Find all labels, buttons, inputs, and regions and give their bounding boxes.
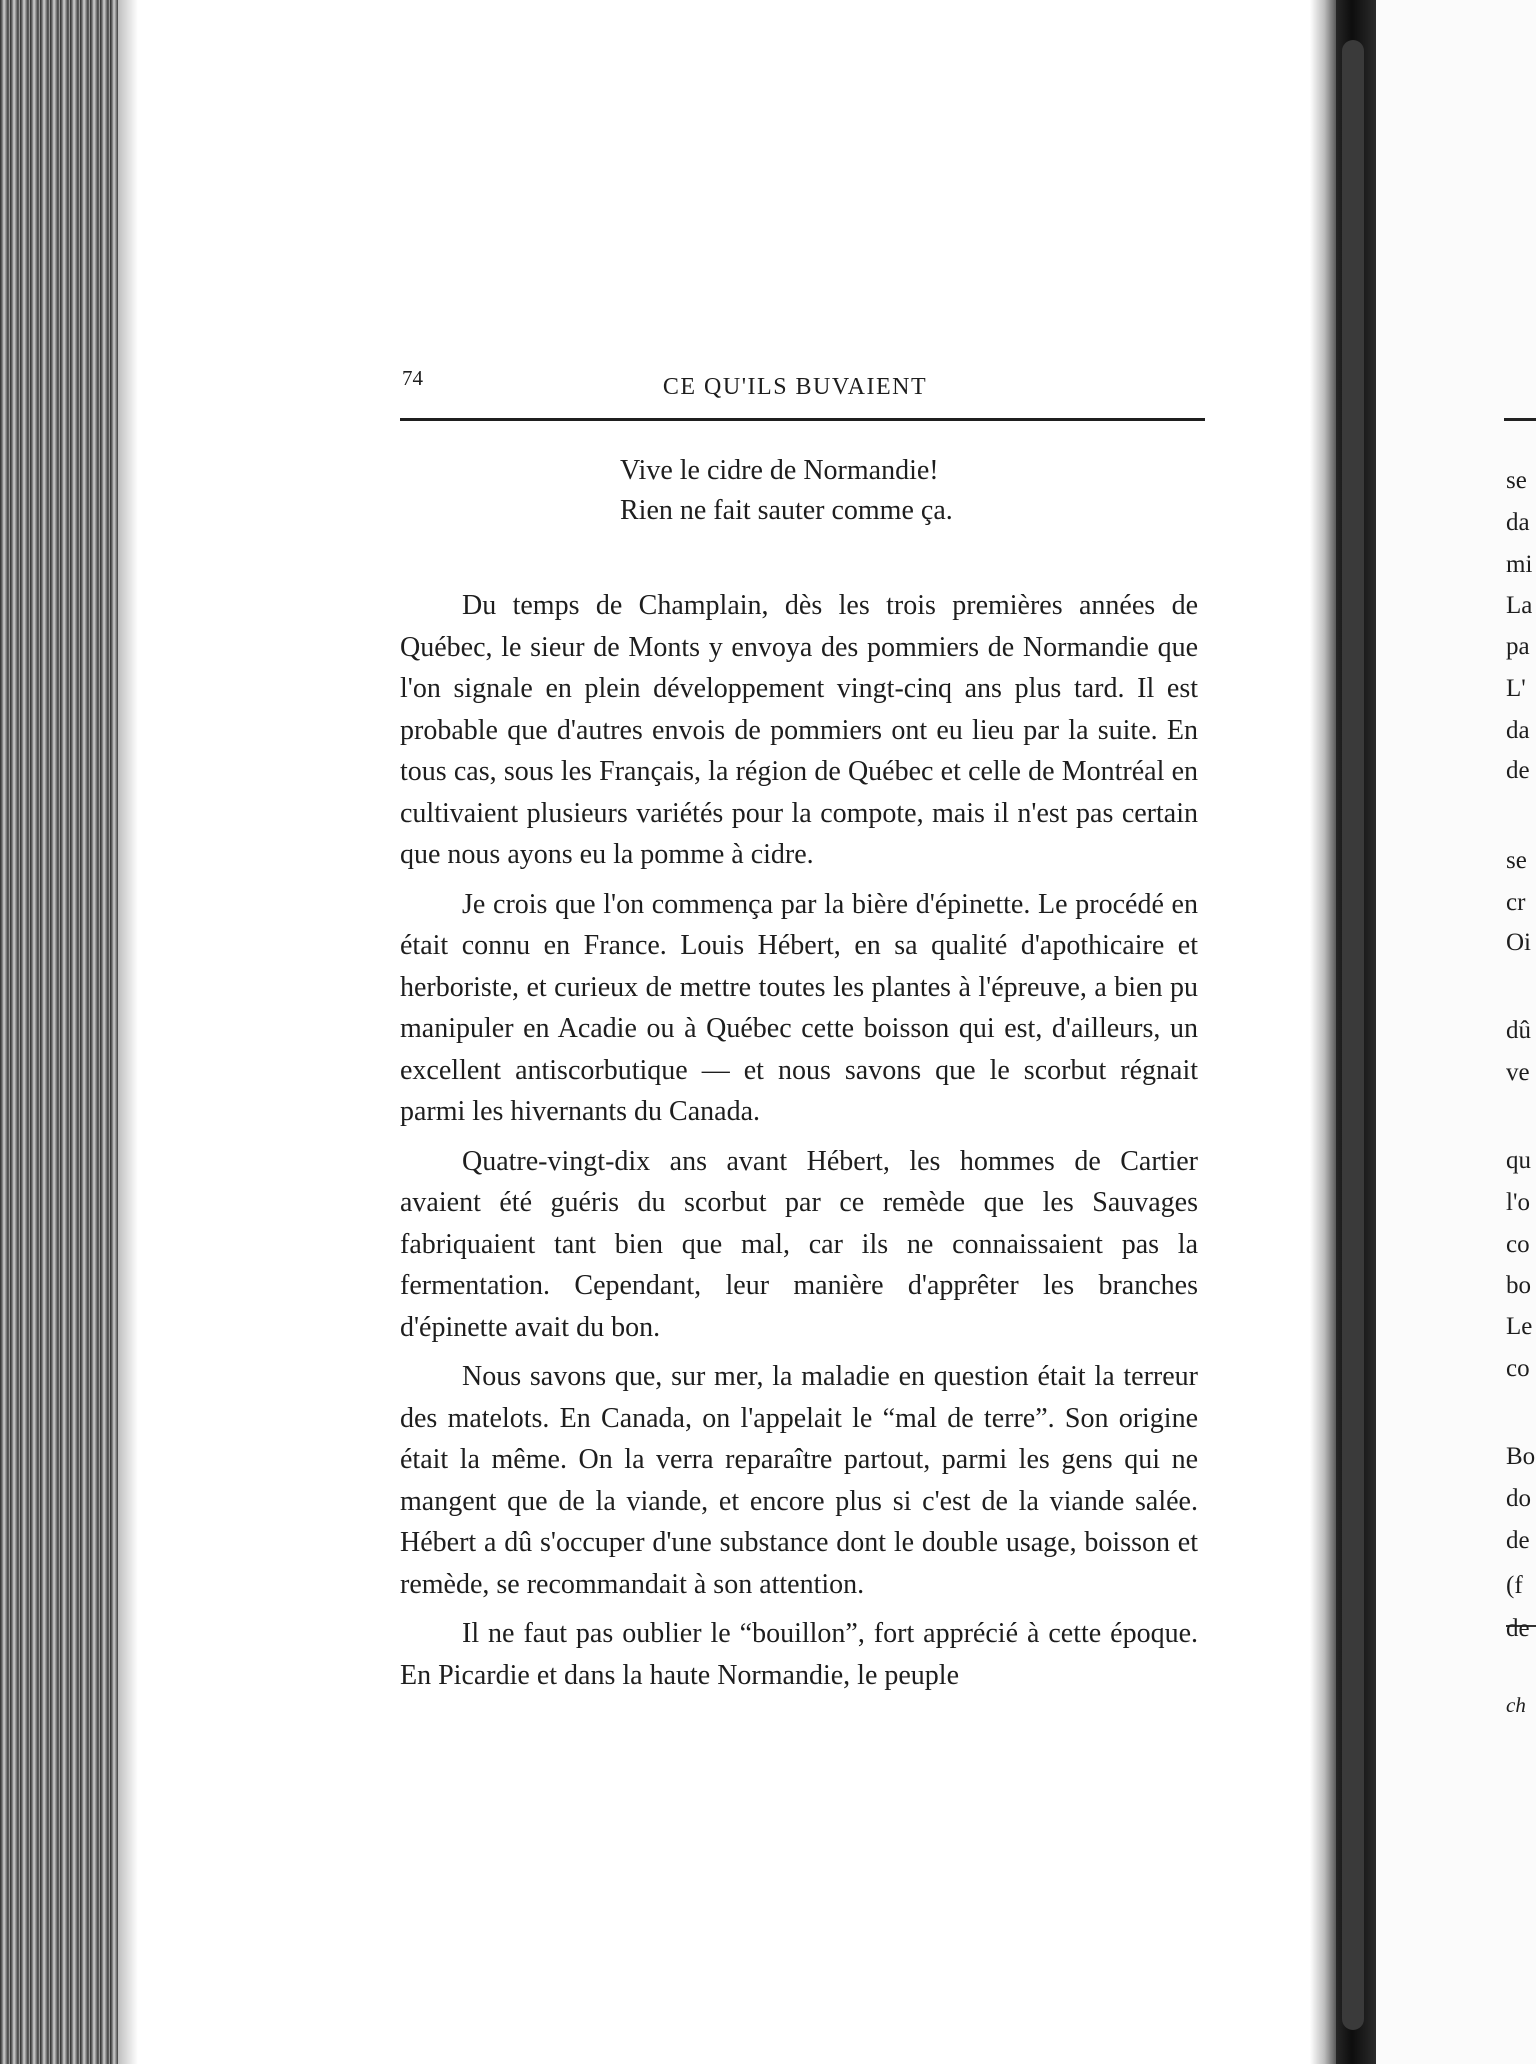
facing-page-fragment: cr [1506,889,1526,916]
paragraph: Il ne faut pas oublier le “bouillon”, fort apprécié à cette époque. En Picardie et dans la haute Normandie, le peuple [400,1618,1198,1691]
facing-page-fragment: ve [1506,1059,1530,1086]
facing-page-fragment: bo [1506,1272,1531,1299]
paragraph: Nous savons que, sur mer, la maladie en question était la terreur des matelots. En Canada, on l'appelait le “mal de terre”. Son origine était la même. On la verra reparaître partout, parmi les gens qui ne mangent que de la viande, et encore plus si c'est de la viande salée. Hébert a dû s'occuper d'une substance dont le double usage, boisson et remède, se recommandait à son attention. [400,1361,1198,1600]
facing-page-fragment: l'o [1506,1189,1530,1216]
facing-page-fragment: (f [1506,1572,1523,1599]
header-rule [400,418,1205,421]
running-title: CE QU'ILS BUVAIENT [662,374,928,400]
gutter-shadow [1310,0,1336,2064]
paragraph: Du temps de Champlain, dès les trois premières années de Québec, le sieur de Monts y envoya des pommiers de Normandie que l'on signale en plein développement vingt-cinq ans plus tard. Il est probable que d'autres envois de pommiers ont eu lieu par la suite. En tous cas, sous les Français, la région de Québec et celle de Montréal en cultivaient plusieurs variétés pour la compote, mais il n'est pas certain que nous ayons eu la pomme à cidre. [400,590,1198,870]
book-page [380,360,1210,1696]
paragraph: Je crois que l'on commença par la bière d'épinette. Le procédé en était connu en France. Louis Hébert, en sa qualité d'apothicaire et herboriste, et curieux de mettre toutes les plantes à l'épreuve, a bien pu manipuler en Acadie ou à Québec cette boisson qui est, d'ailleurs, un excellent antiscorbutique — et nous savons que le scorbut régnait parmi les hivernants du Canada. [400,888,1198,1127]
facing-page-fragment: L' [1506,675,1526,702]
facing-page-fragment: Le [1506,1313,1533,1340]
facing-page-fragment: da [1506,509,1530,536]
verse-line: Rien ne fait sauter comme ça. [620,495,953,526]
facing-page-fragment: de [1506,1615,1530,1642]
body-text [380,585,1210,1696]
running-head [380,360,1210,408]
facing-page-fragment: pa [1506,633,1530,660]
facing-page-fragment: da [1506,717,1530,744]
facing-page-fragment: Oi [1506,929,1531,956]
facing-page-fragment: co [1506,1355,1530,1382]
verse-quote [380,451,1210,531]
book-page-edges [0,0,118,2064]
page-number: 74 [402,366,423,390]
facing-page-fragment: se [1506,847,1527,874]
facing-header-rule [1504,418,1536,421]
facing-page-fragment: mi [1506,551,1533,578]
facing-page-fragment: de [1506,1527,1530,1554]
facing-page-fragment: dû [1506,1017,1531,1044]
book-spine [1336,0,1376,2064]
verse-line: Vive le cidre de Normandie! [620,455,939,486]
facing-page-fragment: qu [1506,1147,1531,1174]
paragraph: Quatre-vingt-dix ans avant Hébert, les hommes de Cartier avaient été guéris du scorbut par ce remède que les Sauvages fabriquaient tant bien que mal, car ils ne connaissaient pas la fermentation. Cependant, leur manière d'apprêter les branches d'épinette avait du bon. [400,1145,1198,1343]
facing-page-fragment: de [1506,757,1530,784]
facing-page-fragment: Bo [1506,1443,1536,1470]
facing-page-fragment: ch [1506,1693,1526,1717]
facing-page-fragment: se [1506,467,1527,494]
facing-page-fragment: La [1506,592,1533,619]
facing-page-fragment: do [1506,1485,1531,1512]
facing-page [1376,0,1536,2064]
facing-page-fragment: co [1506,1231,1530,1258]
